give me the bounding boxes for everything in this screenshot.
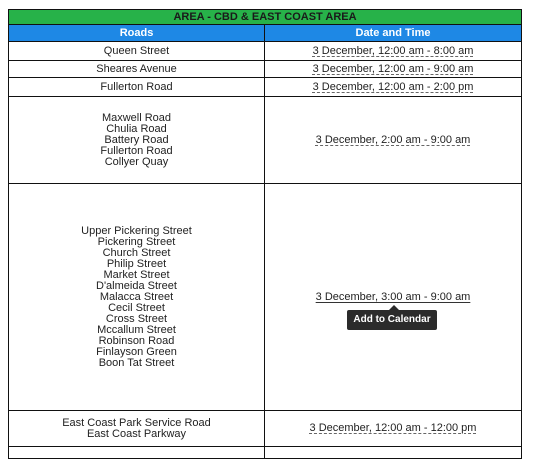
table-title-row bbox=[9, 10, 522, 25]
table-row bbox=[9, 184, 522, 411]
road-name: Fullerton Road bbox=[100, 80, 173, 93]
road-name: East Coast Park Service Road bbox=[62, 416, 211, 429]
datetime-cell bbox=[265, 411, 522, 447]
datetime-link[interactable]: 3 December, 12:00 am - 12:00 pm bbox=[309, 422, 477, 434]
datetime-link[interactable]: 3 December, 12:00 am - 8:00 am bbox=[312, 44, 474, 57]
road-name: Philip Street bbox=[106, 257, 167, 270]
road-name: Sheares Avenue bbox=[96, 62, 177, 75]
table-row bbox=[9, 97, 522, 184]
road-name: Boon Tat Street bbox=[98, 356, 175, 369]
datetime-link[interactable]: 3 December, 12:00 am - 9:00 am bbox=[312, 62, 474, 75]
road-name: Battery Road bbox=[104, 133, 169, 146]
roads-cell bbox=[9, 411, 265, 447]
road-name: Finlayson Green bbox=[96, 345, 177, 358]
datetime-cell bbox=[265, 447, 522, 459]
table-row bbox=[9, 61, 522, 78]
road-name: Queen Street bbox=[103, 44, 170, 57]
road-name: Maxwell Road bbox=[101, 111, 172, 124]
datetime-link[interactable]: 3 December, 12:00 am - 2:00 pm bbox=[312, 80, 474, 93]
datetime-cell bbox=[265, 42, 522, 61]
roads-cell bbox=[9, 184, 265, 411]
road-name: Church Street bbox=[102, 246, 171, 259]
road-name: Robinson Road bbox=[98, 334, 175, 347]
datetime-cell bbox=[265, 97, 522, 184]
table-row bbox=[9, 411, 522, 447]
road-name: Cecil Street bbox=[108, 301, 165, 314]
area-title: AREA - CBD & EAST COAST AREA bbox=[9, 10, 522, 25]
table-row-partial bbox=[9, 447, 522, 459]
add-to-calendar-tooltip[interactable]: Add to Calendar bbox=[347, 310, 437, 330]
datetime-link[interactable]: 3 December, 2:00 am - 9:00 am bbox=[315, 133, 471, 146]
roads-cell bbox=[9, 78, 265, 97]
datetime-cell bbox=[265, 184, 522, 411]
road-name: Malacca Street bbox=[99, 290, 174, 303]
road-name: East Coast Parkway bbox=[86, 427, 187, 440]
table-header-row bbox=[9, 25, 522, 42]
datetime-header: Date and Time bbox=[265, 25, 522, 42]
road-name: Mccallum Street bbox=[97, 323, 176, 336]
road-closure-table bbox=[8, 9, 522, 459]
roads-cell bbox=[9, 42, 265, 61]
datetime-cell bbox=[265, 61, 522, 78]
road-name: Cross Street bbox=[105, 312, 168, 325]
road-name: Collyer Quay bbox=[104, 155, 169, 168]
road-name: D'almeida Street bbox=[96, 279, 177, 292]
datetime-cell bbox=[265, 78, 522, 97]
table-row bbox=[9, 42, 522, 61]
roads-cell bbox=[9, 447, 265, 459]
datetime-link-hovered[interactable]: 3 December, 3:00 am - 9:00 am bbox=[315, 290, 471, 303]
road-closure-table-container bbox=[8, 9, 521, 459]
roads-cell bbox=[9, 61, 265, 78]
road-name: Market Street bbox=[103, 268, 170, 281]
road-name: Upper Pickering Street bbox=[81, 224, 192, 237]
road-name: Chulia Road bbox=[106, 122, 167, 135]
road-name: Fullerton Road bbox=[100, 144, 173, 157]
road-name: Pickering Street bbox=[97, 235, 176, 248]
table-row bbox=[9, 78, 522, 97]
roads-header: Roads bbox=[9, 25, 265, 42]
roads-cell bbox=[9, 97, 265, 184]
